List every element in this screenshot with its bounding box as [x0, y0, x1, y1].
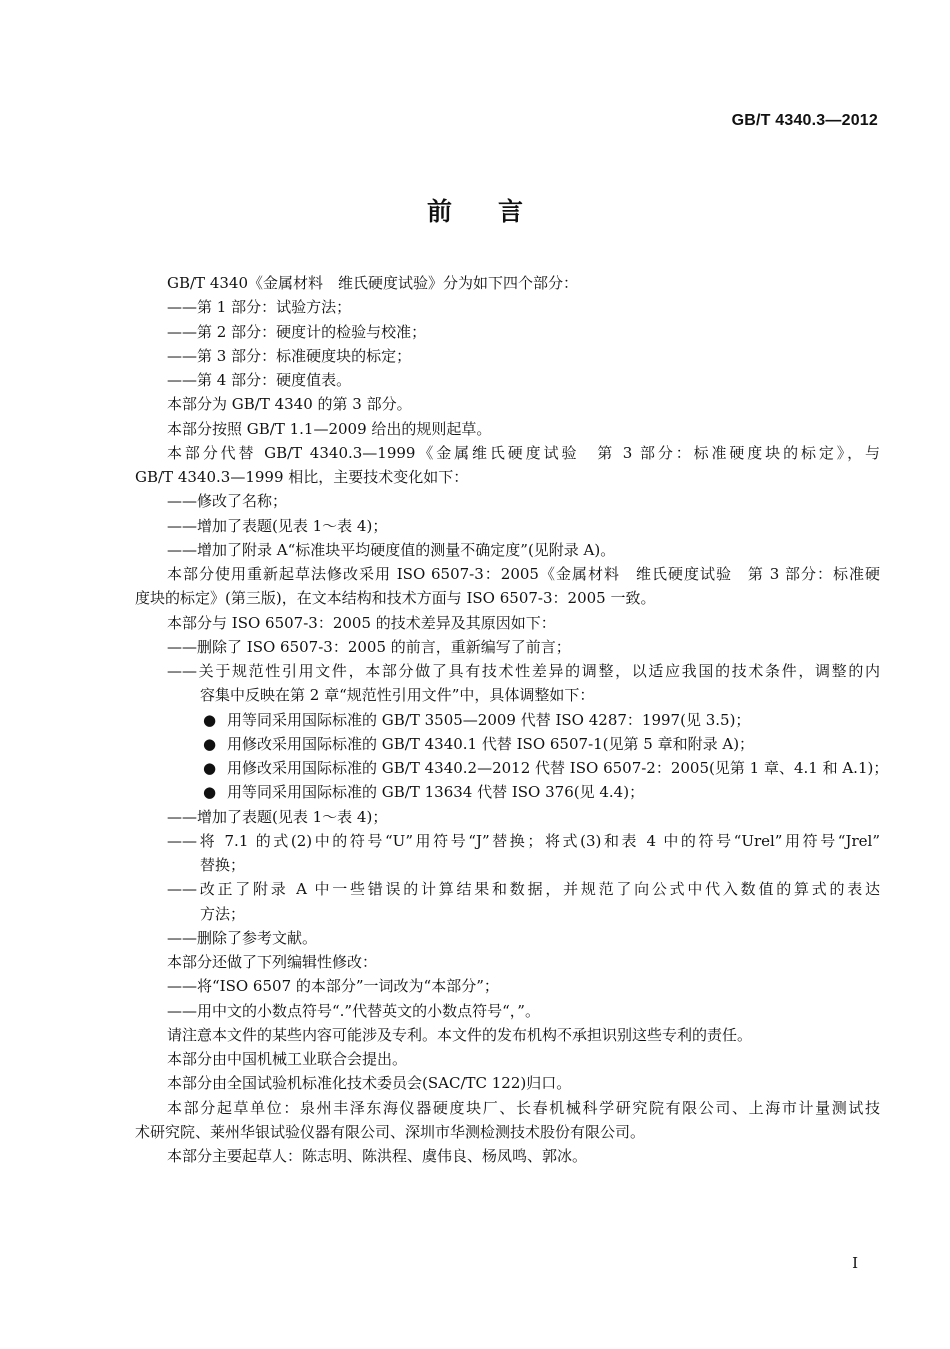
dash-item: ——删除了参考文献。	[167, 928, 318, 947]
bullet-item	[135, 732, 880, 756]
paragraph-line: 本部分主要起草人：陈志明、陈洪程、虞伟良、杨凤鸣、郭冰。	[167, 1147, 588, 1165]
bullet-text: 用修改采用国际标准的 GB/T 4340.1 代替 ISO 6507-1(见第 5 章和附录 A)；	[227, 734, 755, 753]
paragraph-line: 本部分还做了下列编辑性修改：	[167, 953, 378, 971]
dash-item: ——增加了表题(见表 1～表 4)；	[167, 807, 388, 826]
bullet-icon: ●	[203, 759, 217, 777]
bullet-text: 用等同采用国际标准的 GB/T 3505—2009 代替 ISO 4287：1997(见 3.5)；	[227, 710, 751, 729]
bullet-icon: ●	[203, 783, 217, 802]
paragraph-line: 本部分由中国机械工业联合会提出。	[167, 1050, 408, 1068]
dash-item: ——关于规范性引用文件，本部分做了具有技术性差异的调整，以适应我国的技术条件，调整的内	[167, 662, 880, 680]
bullet-text: 用等同采用国际标准的 GB/T 13634 代替 ISO 376(见 4.4)；	[227, 783, 645, 802]
paragraph-line: 度块的标定》(第三版)，在文本结构和技术方面与 ISO 6507-3：2005 一致。	[135, 589, 656, 608]
paragraph-line: 术研究院、莱州华银试验仪器有限公司、深圳市华测检测技术股份有限公司。	[135, 1122, 646, 1141]
bullet-icon: ●	[203, 734, 217, 753]
page-title: 前言	[426, 197, 569, 226]
dash-item: ——增加了附录 A“标准块平均硬度值的测量不确定度”(见附录 A)。	[167, 540, 616, 559]
foreword-body	[135, 271, 889, 1168]
bullet-item	[135, 708, 880, 732]
bullet-text: 用修改采用国际标准的 GB/T 4340.2—2012 代替 ISO 6507-2：2005(见第 1 章、4.1 和 A.1)；	[227, 759, 889, 777]
bullet-icon: ●	[203, 710, 217, 729]
dash-item: ——第 4 部分：硬度值表。	[167, 371, 352, 389]
dash-item: ——删除了 ISO 6507-3：2005 的前言，重新编写了前言；	[167, 637, 571, 656]
paragraph-line: GB/T 4340.3—1999 相比，主要技术变化如下：	[135, 468, 469, 486]
paragraph-line: 请注意本文件的某些内容可能涉及专利。本文件的发布机构不承担识别这些专利的责任。	[167, 1025, 753, 1044]
dash-item-continuation: 方法；	[200, 904, 246, 923]
dash-item: ——用中文的小数点符号“.”代替英文的小数点符号“，”。	[167, 1001, 540, 1020]
paragraph-line: 本部分使用重新起草法修改采用 ISO 6507-3：2005《金属材料 维氏硬度试验 第 3 部分：标准硬	[167, 565, 880, 583]
dash-item-continuation: 替换；	[200, 856, 246, 874]
paragraph-line: GB/T 4340《金属材料 维氏硬度试验》分为如下四个部分：	[167, 274, 579, 292]
paragraph-line: 本部分起草单位：泉州丰泽东海仪器硬度块厂、长春机械科学研究院有限公司、上海市计量测试技	[167, 1098, 880, 1117]
dash-item: ——第 3 部分：标准硬度块的标定；	[167, 346, 412, 365]
dash-item: ——改正了附录 A 中一些错误的计算结果和数据，并规范了向公式中代入数值的算式的表达	[167, 880, 880, 899]
dash-item: ——修改了名称；	[167, 492, 288, 511]
dash-item: ——将“ISO 6507 的本部分”一词改为“本部分”；	[167, 977, 499, 996]
dash-item: ——第 1 部分：试验方法；	[167, 298, 352, 317]
page-number: I	[852, 1254, 858, 1272]
paragraph-line: 本部分为 GB/T 4340 的第 3 部分。	[167, 395, 412, 414]
dash-item: ——将 7.1 的式(2)中的符号“U”用符号“J”替换；将式(3)和表 4 中的符号“Urel”用符号“Jrel”	[167, 831, 880, 850]
dash-item-continuation: 容集中反映在第 2 章“规范性引用文件”中，具体调整如下：	[200, 686, 595, 705]
paragraph-line: 本部分与 ISO 6507-3：2005 的技术差异及其原因如下：	[167, 613, 556, 632]
bullet-item	[135, 780, 880, 804]
bullet-item	[135, 756, 889, 780]
paragraph-line: 本部分按照 GB/T 1.1—2009 给出的规则起草。	[167, 419, 492, 438]
standard-code: GB/T 4340.3—2012	[731, 112, 878, 129]
paragraph-line: 本部分由全国试验机标准化技术委员会(SAC/TC 122)归口。	[167, 1074, 572, 1093]
dash-item: ——增加了表题(见表 1～表 4)；	[167, 516, 388, 535]
paragraph-line: 本部分代替 GB/T 4340.3—1999《金属维氏硬度试验 第 3 部分：标准硬度块的标定》，与	[167, 443, 880, 462]
dash-item: ——第 2 部分：硬度计的检验与校准；	[167, 322, 427, 341]
